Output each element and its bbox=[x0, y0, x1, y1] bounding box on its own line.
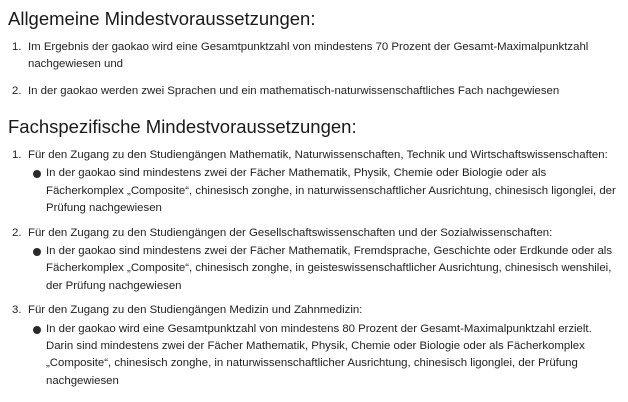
list-item bbox=[0, 147, 628, 218]
bullet-icon bbox=[33, 170, 41, 178]
list-item-number: 2. bbox=[12, 84, 22, 97]
list-item bbox=[0, 302, 628, 390]
bullet-icon bbox=[33, 326, 41, 334]
bullet-text: In der gaokao wird eine Gesamtpunktzahl von mindestens 80 Prozent der Gesamt-Maximalpunktzahl erzielt. Darin sind mindestens zwei der Fächer Mathematik, Physik, Chemie oder Biologie oder als Fächerkomplex „Composite“, chinesisch zonghe, in naturwissenschaftlicher Ausrichtung, chinesisch ligonglei, der Prüfung nachgewiesen bbox=[46, 322, 592, 387]
list-item bbox=[0, 225, 628, 296]
list-item bbox=[0, 83, 628, 100]
list-item bbox=[0, 39, 628, 74]
section-heading-general: Allgemeine Mindestvoraussetzungen: bbox=[8, 8, 316, 29]
bullet-text: In der gaokao sind mindestens zwei der Fächer Mathematik, Physik, Chemie oder Biologie oder als Fächerkomplex „Composite“, chinesisch zonghe, in naturwissenschaftlicher Ausrichtung, chinesisch ligonglei, der Prüfung nachgewiesen bbox=[46, 167, 616, 215]
list-item-text: Im Ergebnis der gaokao wird eine Gesamtpunktzahl von mindestens 70 Prozent der Gesamt-Maximalpunktzahl nachgewiesen und bbox=[28, 41, 589, 71]
bullet-item bbox=[0, 165, 628, 217]
list-item-text: In der gaokao werden zwei Sprachen und ein mathematisch-naturwissenschaftliches Fach nachgewiesen bbox=[28, 84, 560, 97]
bullet-icon bbox=[33, 248, 41, 256]
section-heading-subject-specific: Fachspezifische Mindestvoraussetzungen: bbox=[8, 116, 357, 137]
list-item-text: Für den Zugang zu den Studiengängen Mathematik, Naturwissenschaften, Technik und Wirtschaftswissenschaften: bbox=[28, 149, 608, 161]
bullet-item bbox=[0, 243, 628, 295]
bullet-text: In der gaokao sind mindestens zwei der Fächer Mathematik, Fremdsprache, Geschichte oder Erdkunde oder als Fächerkomplex „Composite“, chinesisch zonghe, in geisteswissenschaftlicher Ausrichtung, chinesisch wenshilei, der Prüfung nachgewiesen bbox=[46, 245, 613, 292]
subject-requirements-list bbox=[0, 147, 628, 390]
list-item-number: 1. bbox=[12, 41, 22, 53]
list-item-text: Für den Zugang zu den Studiengängen der Gesellschaftswissenschaften und der Sozialwissenschaften: bbox=[28, 226, 553, 239]
list-item-number: 1. bbox=[12, 149, 22, 161]
bullet-item bbox=[0, 321, 628, 391]
list-item-text: Für den Zugang zu den Studiengängen Medizin und Zahnmedizin: bbox=[28, 304, 363, 317]
list-item-number: 2. bbox=[12, 226, 22, 239]
general-requirements-list bbox=[0, 39, 628, 100]
list-item-number: 3. bbox=[12, 304, 22, 317]
